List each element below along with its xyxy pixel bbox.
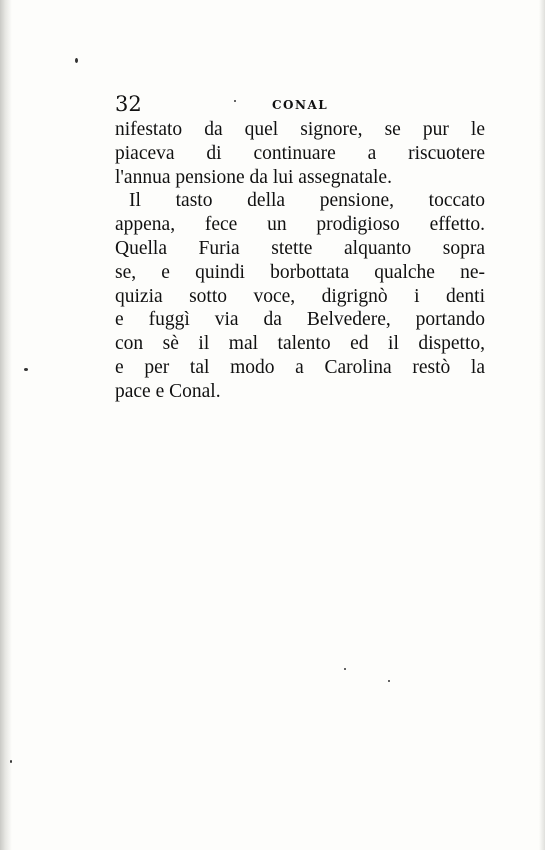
text-line: pace e Conal. (115, 380, 221, 402)
text-line: e fuggì via da Belvedere, portando (115, 309, 485, 331)
text-line: nifestato da quel signore, se pur le (115, 119, 485, 140)
ink-speck (24, 368, 28, 371)
ink-speck (10, 760, 12, 763)
ink-speck (344, 668, 346, 670)
text-line: appena, fece un prodigioso effetto. (115, 214, 485, 236)
paragraph (115, 118, 485, 189)
text-line: Il tasto della pensione, toccato (129, 190, 485, 212)
text-line: se, e quindi borbottata qualche ne- (115, 261, 485, 283)
text-line: piaceva di continuare a riscuotere (115, 142, 485, 164)
ink-speck (75, 58, 78, 63)
page-gutter-shadow (0, 0, 12, 850)
text-line: e per tal modo a Carolina restò la (115, 356, 485, 378)
ink-speck (388, 680, 390, 682)
page-edge-shadow (539, 0, 545, 850)
paragraph (115, 189, 485, 403)
running-head: CONAL (272, 98, 329, 112)
page-header (115, 92, 435, 116)
text-line: Quella Furia stette alquanto sopra (115, 237, 485, 259)
text-line: quizia sotto voce, digrignò i denti (115, 285, 485, 307)
body-text (115, 118, 485, 404)
text-line: l'annua pensione da lui assegnatale. (115, 166, 392, 188)
page-number: 32 (115, 92, 142, 116)
text-line: con sè il mal talento ed il dispetto, (115, 333, 485, 355)
